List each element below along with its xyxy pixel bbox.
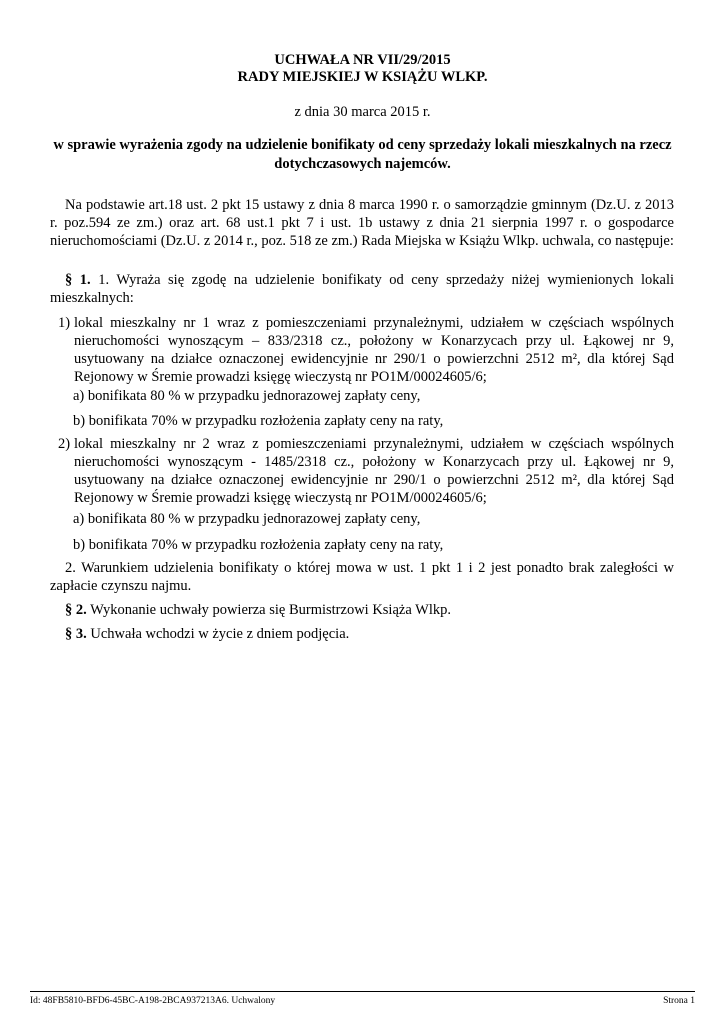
section-2-mark: § 2. bbox=[65, 602, 87, 618]
document-id: Id: 48FB5810-BFD6-45BC-A198-2BCA937213A6. Uchwalony bbox=[30, 996, 276, 1006]
list-item-1-number: 1) bbox=[58, 315, 71, 331]
section-1-point-2 bbox=[50, 559, 674, 595]
resolution-date: z dnia 30 marca 2015 r. bbox=[294, 104, 431, 120]
section-3-text: Uchwała wchodzi w życie z dniem podjęcia. bbox=[90, 626, 350, 642]
list-item-2-number: 2) bbox=[58, 436, 71, 452]
preamble-text: Na podstawie art.18 ust. 2 pkt 15 ustawy z dnia 8 marca 1990 r. o samorządzie gminnym (Dz.U. z 2013 r. poz.594 ze zm.) oraz art. 68 ust.1 pkt 7 i ust. 1b ustawy z dnia 21 sierpnia 1997 r. o gospodarce nieruchomościami (Dz.U. z 2014 r., poz. 518 ze zm.) Rada Miejska w Książu Wlkp. uchwala, co następuje: bbox=[50, 197, 674, 249]
preamble bbox=[50, 196, 674, 250]
resolution-subject: w sprawie wyrażenia zgody na udzielenie bonifikaty od ceny sprzedaży lokali mieszkalnych na rzecz dotychczasowych najemców. bbox=[53, 137, 672, 172]
section-3-mark: § 3. bbox=[65, 626, 87, 642]
section-2 bbox=[50, 601, 674, 619]
section-3 bbox=[50, 625, 674, 643]
list-item-2 bbox=[58, 435, 674, 507]
list-item-1-option-b: b) bonifikata 70% w przypadku rozłożenia zapłaty ceny na raty, bbox=[73, 413, 444, 429]
footer-divider bbox=[30, 991, 695, 992]
list-item-1-option-a: a) bonifikata 80 % w przypadku jednorazowej zapłaty ceny, bbox=[73, 388, 421, 404]
section-1-text: 1. Wyraża się zgodę na udzielenie bonifikaty od ceny sprzedaży niżej wymienionych lokali mieszkalnych: bbox=[50, 272, 675, 306]
section-1-mark: § 1. bbox=[65, 272, 91, 288]
page-number: Strona 1 bbox=[663, 996, 695, 1006]
list-item-2-text: lokal mieszkalny nr 2 wraz z pomieszczeniami przynależnymi, udziałem w częściach wspólnych nieruchomości wynoszącym - 1485/2318 cz., położony w Konarzycach przy ul. Łąkowej nr 9, usytuowany na działce oznaczonej ewidencyjnie nr 290/1 o powierzchni 2512 m², dla której Sąd Rejonowy w Śremie prowadzi księgę wieczystą nr PO1M/00024605/6; bbox=[74, 436, 674, 506]
section-1 bbox=[50, 271, 674, 307]
resolution-number: UCHWAŁA NR VII/29/2015 bbox=[274, 52, 451, 68]
council-name: RADY MIEJSKIEJ W KSIĄŻU WLKP. bbox=[237, 69, 488, 85]
section-1-point-2-text: 2. Warunkiem udzielenia bonifikaty o której mowa w ust. 1 pkt 1 i 2 jest ponadto brak zaległości w zapłacie czynszu najmu. bbox=[50, 560, 674, 594]
list-item-2-option-b: b) bonifikata 70% w przypadku rozłożenia zapłaty ceny na raty, bbox=[73, 537, 444, 553]
list-item-1-text: lokal mieszkalny nr 1 wraz z pomieszczeniami przynależnymi, udziałem w częściach wspólnych nieruchomości wynoszącym – 833/2318 cz., położony w Konarzycach przy ul. Łąkowej nr 9, usytuowany na działce oznaczonej ewidencyjnie nr 290/1 o powierzchni 2512 m², dla której Sąd Rejonowy w Śremie prowadzi księgę wieczystą nr PO1M/00024605/6; bbox=[74, 315, 674, 385]
list-item-1 bbox=[58, 314, 674, 386]
section-2-text: Wykonanie uchwały powierza się Burmistrzowi Książa Wlkp. bbox=[90, 602, 451, 618]
list-item-2-option-a: a) bonifikata 80 % w przypadku jednorazowej zapłaty ceny, bbox=[73, 511, 421, 527]
